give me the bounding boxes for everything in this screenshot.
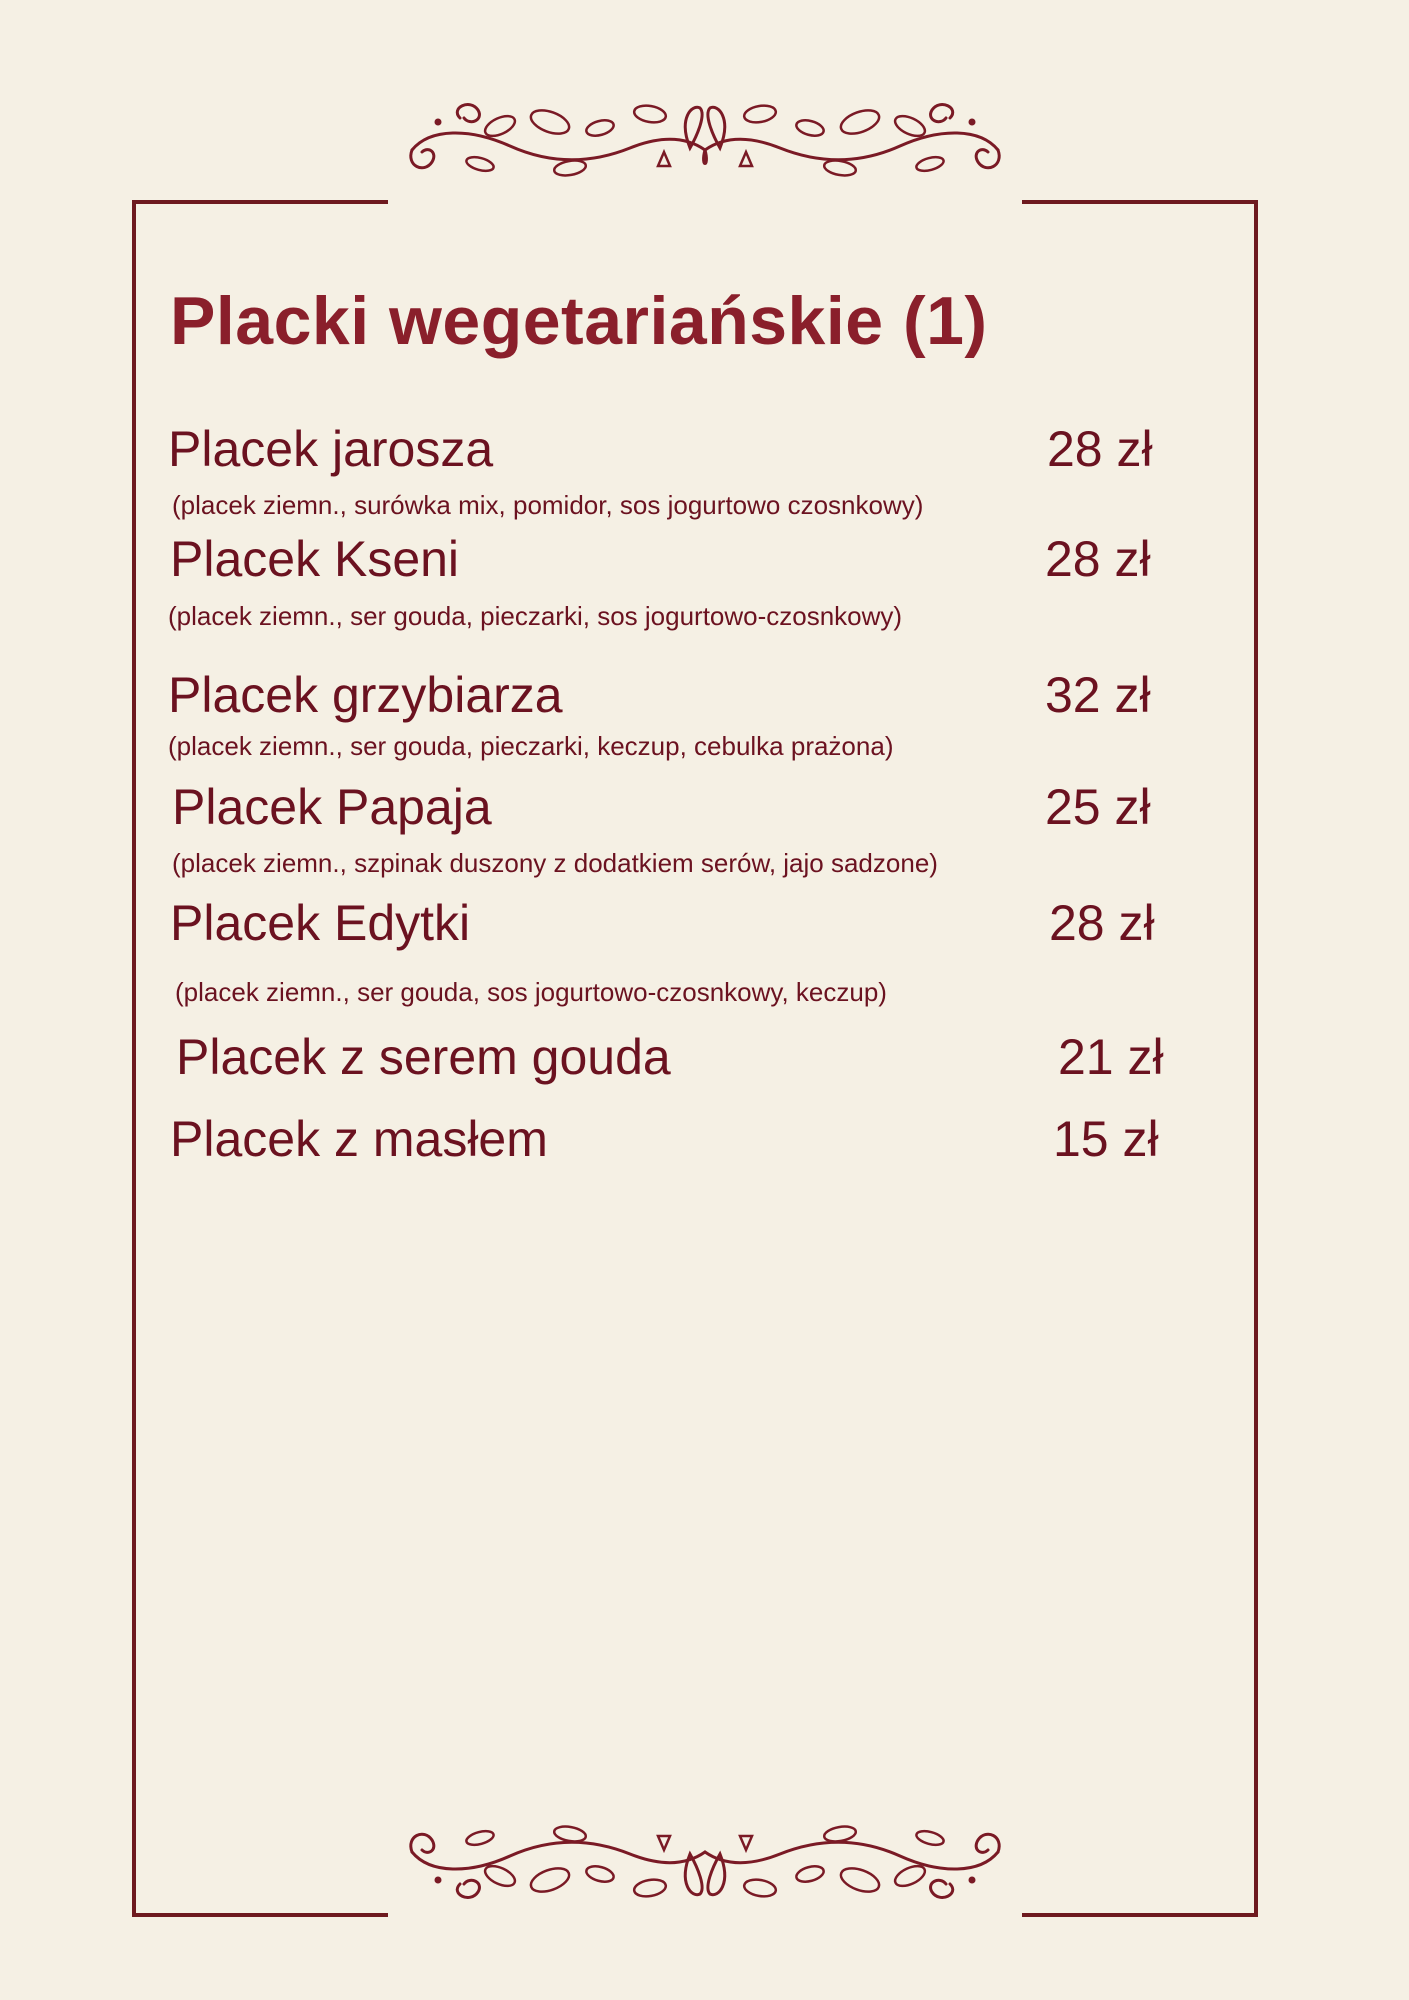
item-name-maslem: Placek z masłem <box>170 1111 548 1167</box>
item-name-gouda: Placek z serem gouda <box>176 1029 671 1085</box>
item-price-edytki: 28 zł <box>1049 895 1155 951</box>
frame-top-left-line <box>132 200 388 204</box>
floral-flourish-icon <box>400 88 1010 188</box>
item-name-grzybiarza: Placek grzybiarza <box>168 667 563 723</box>
item-desc-papaja: (placek ziemn., szpinak duszony z dodatkiem serów, jajo sadzone) <box>172 848 938 878</box>
frame-bottom-left-line <box>132 1913 388 1917</box>
item-desc-edytki: (placek ziemn., ser gouda, sos jogurtowo-czosnkowy, keczup) <box>175 977 887 1007</box>
item-price-kseni: 28 zł <box>1045 531 1151 587</box>
item-name-kseni: Placek Kseni <box>170 531 460 587</box>
item-desc-jarosza: (placek ziemn., surówka mix, pomidor, sos jogurtowo czosnkowy) <box>172 490 924 520</box>
item-desc-grzybiarza: (placek ziemn., ser gouda, pieczarki, keczup, cebulka prażona) <box>168 731 894 761</box>
item-name-edytki: Placek Edytki <box>170 895 471 951</box>
item-name-papaja: Placek Papaja <box>172 779 492 835</box>
item-price-papaja: 25 zł <box>1045 779 1151 835</box>
floral-flourish-icon <box>400 1812 1010 1912</box>
item-desc-kseni: (placek ziemn., ser gouda, pieczarki, sos jogurtowo-czosnkowy) <box>168 601 903 631</box>
frame-right-line <box>1254 200 1258 1917</box>
item-price-jarosza: 28 zł <box>1047 421 1153 477</box>
menu-title: Placki wegetariańskie (1) <box>170 283 988 359</box>
item-price-maslem: 15 zł <box>1053 1111 1159 1167</box>
item-price-grzybiarza: 32 zł <box>1045 667 1151 723</box>
item-name-jarosza: Placek jarosza <box>168 421 494 477</box>
item-price-gouda: 21 zł <box>1058 1029 1164 1085</box>
frame-bottom-right-line <box>1022 1913 1258 1917</box>
frame-top-right-line <box>1022 200 1258 204</box>
frame-left-line <box>132 200 136 1917</box>
